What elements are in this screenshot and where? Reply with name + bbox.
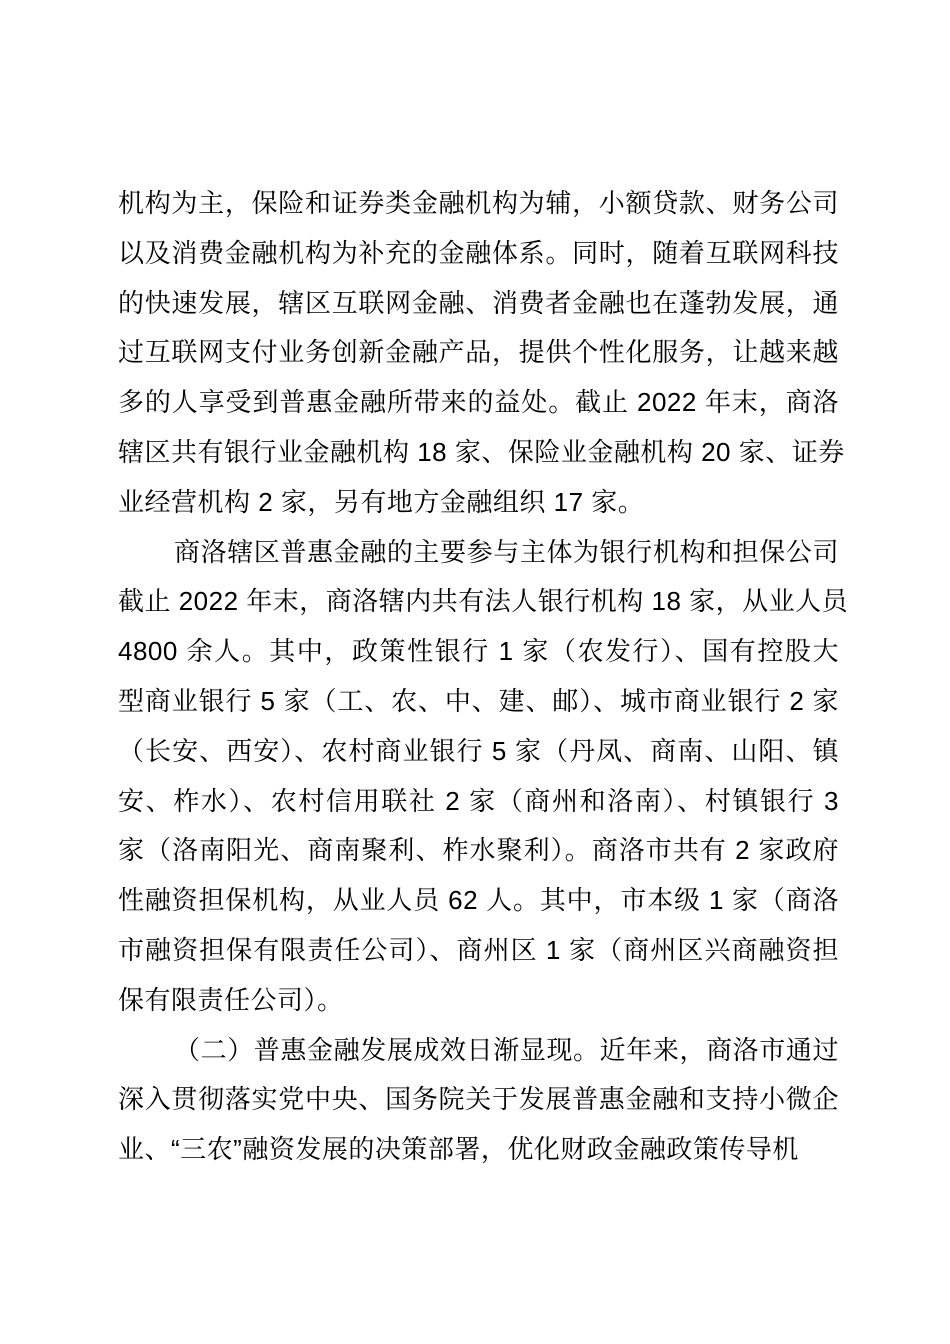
document-body [118,179,849,1175]
text-line: 截止 2022 年末，商洛辖内共有法人银行机构 18 家，从业人员 [118,586,849,617]
text-line: 机构为主，保险和证券类金融机构为辅，小额贷款、财务公司 [118,188,839,218]
text-line: 保有限责任公司）。 [118,984,344,1015]
text-line: （长安、西安）、农村商业银行 5 家（丹凤、商南、山阳、镇 [118,735,839,766]
text-line: 安、柞水）、农村信用联社 2 家（商州和洛南）、村镇银行 3 [118,785,839,816]
text-line: 的快速发展，辖区互联网金融、消费者金融也在蓬勃发展，通 [118,287,839,318]
text-line: 深入贯彻落实党中央、国务院关于发展普惠金融和支持小微企 [118,1084,839,1115]
text-line: （二）普惠金融发展成效日渐显现。近年来，商洛市通过 [174,1034,839,1065]
text-line: 辖区共有银行业金融机构 18 家、保险业金融机构 20 家、证券 [118,436,845,467]
text-line: 过互联网支付业务创新金融产品，提供个性化服务，让越来越 [118,337,839,368]
text-line: 业、“三农”融资发展的决策部署，优化财政金融政策传导机 [118,1134,799,1165]
text-line: 性融资担保机构，从业人员 62 人。其中，市本级 1 家（商洛 [118,885,839,916]
text-line: 以及消费金融机构为补充的金融体系。同时，随着互联网科技 [118,237,839,268]
text-line: 商洛辖区普惠金融的主要参与主体为银行机构和担保公司 [174,536,839,567]
paragraph [118,179,845,528]
text-line: 4800 余人。其中，政策性银行 1 家（农发行）、国有控股大 [118,636,839,667]
paragraph [118,1026,839,1175]
text-line: 业经营机构 2 家，另有地方金融组织 17 家。 [118,486,645,517]
text-line: 市融资担保有限责任公司）、商州区 1 家（商州区兴商融资担 [118,934,839,965]
text-line: 家（洛南阳光、商南聚利、柞水聚利）。商洛市共有 2 家政府 [118,835,839,866]
paragraph [118,528,849,1026]
text-line: 多的人享受到普惠金融所带来的益处。截止 2022 年末，商洛 [118,387,839,418]
text-line: 型商业银行 5 家（工、农、中、建、邮）、城市商业银行 2 家 [118,685,839,716]
